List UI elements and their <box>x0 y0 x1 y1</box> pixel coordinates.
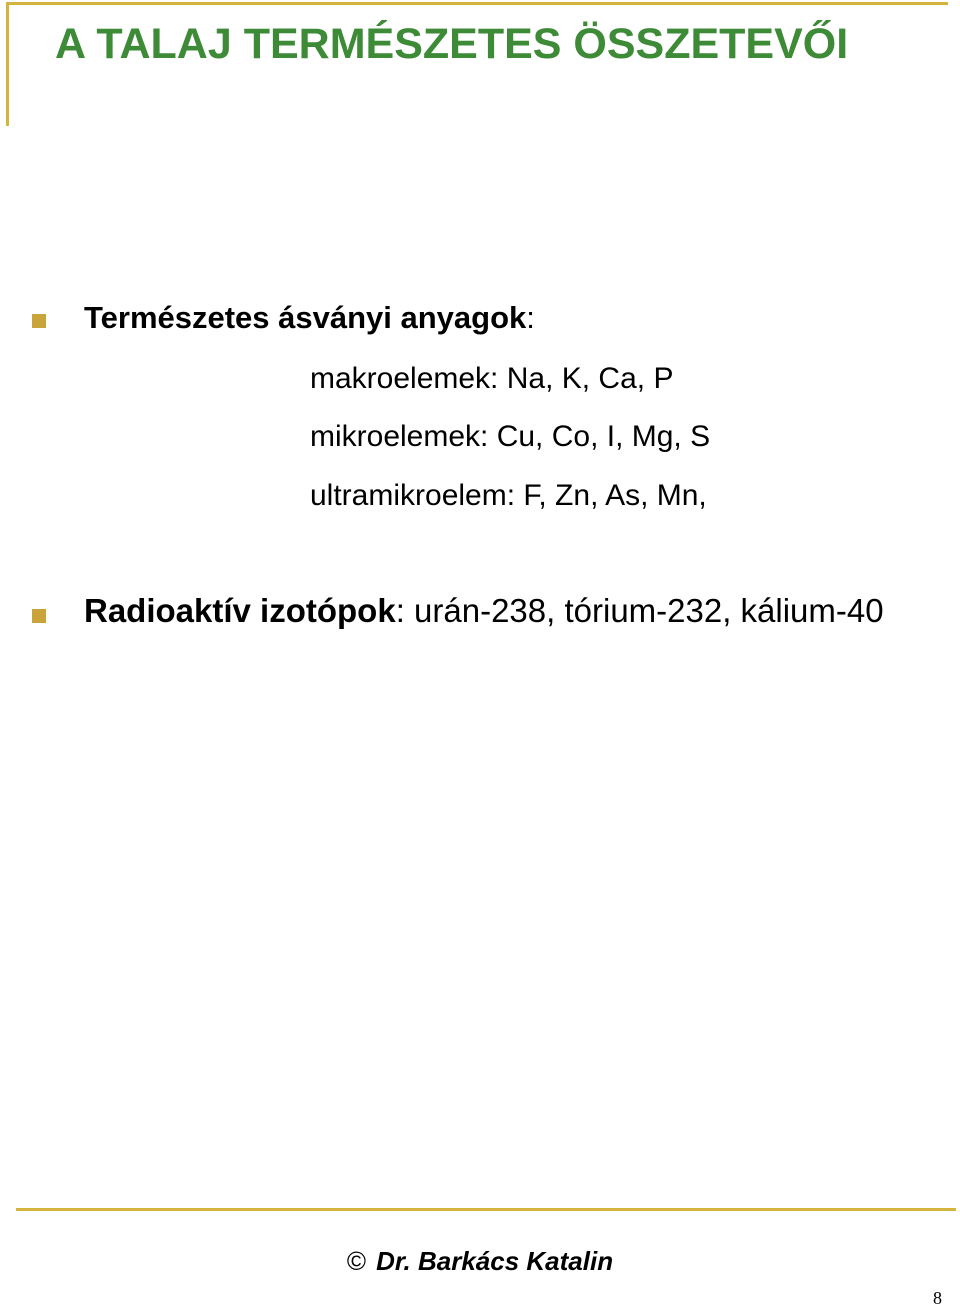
sub-item-ultramicroelements: ultramikroelem: F, Zn, As, Mn, <box>310 479 707 512</box>
sub-item-macroelements: makroelemek: Na, K, Ca, P <box>310 362 674 395</box>
bullet-item-isotopes-heading: Radioaktív izotópok <box>84 592 396 629</box>
top-border-line <box>6 2 948 5</box>
sub-item-microelements: mikroelemek: Cu, Co, I, Mg, S <box>310 420 711 453</box>
bullet-item-mineral-rest: : <box>526 300 535 335</box>
bullet-square-icon <box>32 314 46 328</box>
bullet-item-isotopes-rest: : urán-238, tórium-232, kálium-40 <box>395 592 884 629</box>
bullet-item-mineral <box>84 300 535 336</box>
bullet-item-mineral-heading: Természetes ásványi anyagok <box>84 300 527 335</box>
footer <box>0 1246 960 1277</box>
footer-divider <box>16 1208 956 1211</box>
slide-title: A TALAJ TERMÉSZETES ÖSSZETEVŐI <box>55 20 849 68</box>
copyright-icon: © <box>346 1246 367 1276</box>
bullet-item-isotopes <box>84 592 884 630</box>
page-number: 8 <box>933 1288 942 1308</box>
footer-author: Dr. Barkács Katalin <box>376 1246 614 1276</box>
left-border-line <box>6 2 9 126</box>
bullet-square-icon <box>32 609 46 623</box>
